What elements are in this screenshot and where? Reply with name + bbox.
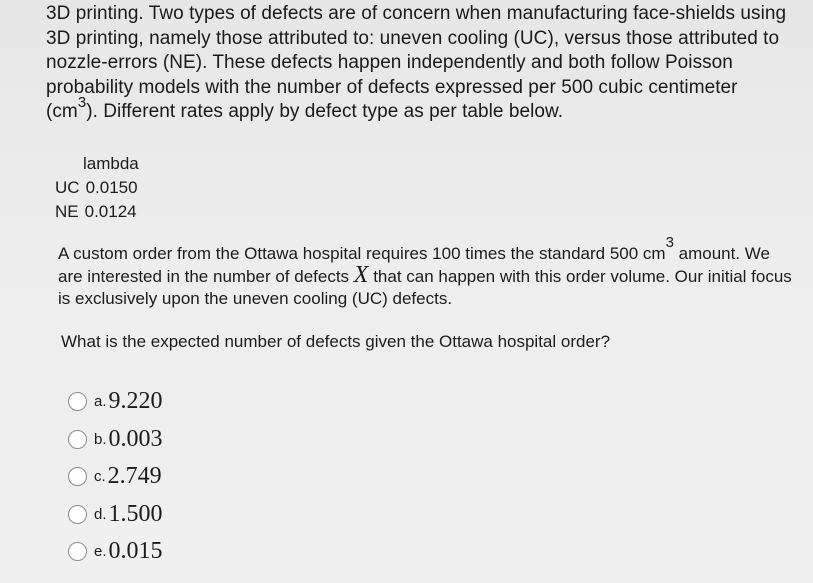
rate-row-value: 0.0124 bbox=[84, 202, 137, 221]
scenario-text: A custom order from the Ottawa hospital requires 100 times the standard 500 cm bbox=[58, 244, 666, 263]
answer-options bbox=[68, 383, 163, 571]
option-letter: c. bbox=[94, 468, 106, 486]
rate-table-header: lambda bbox=[83, 154, 139, 173]
option-letter: d. bbox=[94, 505, 107, 523]
rate-row-label: NE bbox=[55, 202, 79, 221]
rate-row-uc bbox=[55, 176, 139, 200]
intro-text-end: ). Different rates apply by defect type as per table below. bbox=[86, 101, 564, 122]
radio-button[interactable] bbox=[68, 542, 87, 561]
rate-table bbox=[55, 152, 139, 224]
scenario-superscript: 3 bbox=[665, 234, 674, 251]
option-value: 0.003 bbox=[108, 425, 163, 452]
option-c[interactable] bbox=[68, 458, 163, 496]
scenario-text-end: that can happen with this order volume. Our initial focus is exclusively upon the uneven cooling (UC) defects. bbox=[58, 266, 792, 308]
radio-button[interactable] bbox=[68, 392, 87, 411]
radio-button[interactable] bbox=[68, 467, 87, 486]
option-d[interactable] bbox=[68, 496, 163, 534]
option-a[interactable] bbox=[68, 383, 163, 421]
scenario-text-middle: amount. We are interested in the number of defects bbox=[58, 244, 770, 286]
variable-x: X bbox=[353, 261, 369, 288]
intro-text: 3D printing. Two types of defects are of concern when manufacturing face-shields using 3D printing, namely those attributed to: uneven cooling (UC), versus those attributed to nozzle-errors (NE). These defects happen independently and both follow Poisson probability models with the number of defects expressed per 500 cubic centimeter (cm bbox=[46, 3, 787, 122]
rate-row-ne bbox=[55, 200, 139, 224]
scenario-paragraph bbox=[58, 234, 793, 311]
question-prompt: What is the expected number of defects given the Ottawa hospital order? bbox=[61, 332, 611, 351]
intro-superscript: 3 bbox=[77, 94, 87, 111]
option-value: 0.015 bbox=[108, 538, 163, 565]
option-value: 2.749 bbox=[107, 463, 162, 490]
option-letter: e. bbox=[94, 543, 107, 561]
option-value: 1.500 bbox=[108, 500, 163, 527]
option-letter: a. bbox=[94, 393, 107, 411]
option-b[interactable] bbox=[68, 421, 163, 459]
radio-button[interactable] bbox=[68, 430, 87, 449]
option-e[interactable] bbox=[68, 533, 163, 571]
rate-row-label: UC bbox=[55, 178, 80, 197]
radio-button[interactable] bbox=[68, 505, 87, 524]
option-letter: b. bbox=[94, 430, 107, 448]
rate-row-value: 0.0150 bbox=[85, 178, 138, 197]
option-value: 9.220 bbox=[108, 388, 163, 415]
question-intro bbox=[46, 2, 794, 125]
